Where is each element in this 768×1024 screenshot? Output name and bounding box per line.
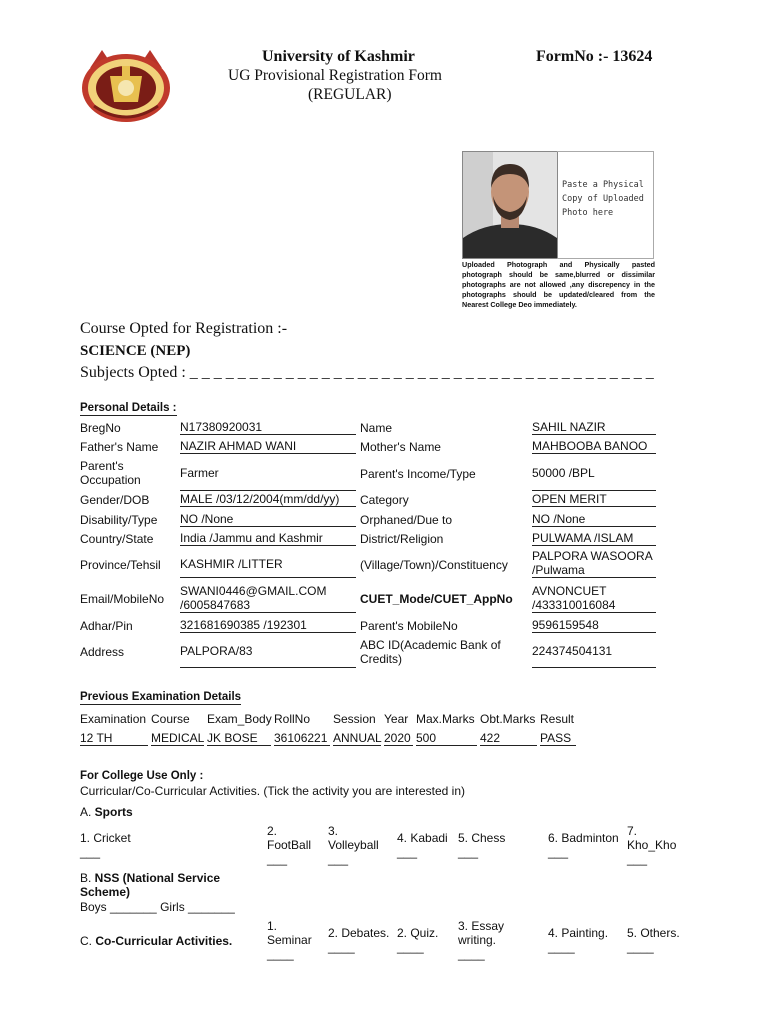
abc-value: 224374504131 [532, 644, 656, 668]
sport-kabadi-blank: ___ [397, 845, 418, 859]
cocurricular-heading [80, 934, 232, 948]
exam-cell-rollno: 36106221 [274, 731, 330, 746]
parent-mobile-label: Parent's MobileNo [360, 619, 458, 633]
activity-quiz-blank: ____ [397, 940, 424, 954]
form-type: UG Provisional Registration Form [228, 67, 442, 84]
nss-prefix: B. [80, 871, 95, 885]
sport-cricket-blank: ___ [80, 845, 101, 859]
province-value: KASHMIR /LITTER [180, 557, 356, 578]
sport-chess-blank: ___ [458, 845, 479, 859]
sport-football [267, 824, 319, 866]
sport-football-label: 2. FootBall [267, 824, 312, 852]
sport-badminton-blank: ___ [548, 845, 569, 859]
exam-header-max-marks: Max.Marks [416, 712, 475, 726]
sports-heading [80, 805, 133, 819]
activity-painting [548, 926, 626, 954]
activity-seminar-blank: ____ [267, 947, 294, 961]
sport-volleyball-blank: ___ [328, 852, 349, 866]
email-value: SWANI0446@GMAIL.COM /6005847683 [180, 584, 356, 613]
sport-volleyball [328, 824, 388, 866]
country-label: Country/State [80, 532, 154, 546]
occupation-label: Parent's Occupation [80, 459, 141, 487]
abc-label: ABC ID(Academic Bank of Credits) [360, 638, 501, 666]
sport-cricket-label: 1. Cricket [80, 831, 131, 845]
activity-seminar-label: 1. Seminar [267, 919, 312, 947]
college-use-heading: For College Use Only : [80, 770, 204, 782]
activity-essay-blank: ____ [458, 947, 485, 961]
exam-cell-year: 2020 [384, 731, 413, 746]
activity-debates-label: 2. Debates. [328, 926, 390, 940]
exam-header-year: Year [384, 712, 409, 726]
activity-quiz-label: 2. Quiz. [397, 926, 439, 940]
personal-details-heading: Personal Details : [80, 402, 177, 414]
address-value: PALPORA/83 [180, 644, 356, 668]
parent-mobile-value: 9596159548 [532, 618, 656, 633]
name-label: Name [360, 421, 393, 435]
photo-caution: Uploaded Photograph and Physically pasted photograph should be same,blurred or dissimilar photographs are not allowed ,any discrepency in the photographs should be updated/cleared from the Nearest College Deo immediately. [462, 260, 655, 309]
sport-volleyball-label: 3. Volleyball [328, 824, 379, 852]
exam-header-rollno: RollNo [274, 712, 311, 726]
exam-heading: Previous Examination Details [80, 691, 242, 703]
uploaded-photo [462, 151, 558, 259]
form-regular: (REGULAR) [308, 86, 392, 103]
name-value: SAHIL NAZIR [532, 420, 656, 435]
exam-cell-course: MEDICAL [151, 731, 205, 745]
activity-seminar [267, 919, 321, 961]
exam-header-body: Exam_Body [207, 712, 272, 726]
disability-value: NO /None [180, 512, 356, 527]
activity-essay-label: 3. Essay writing. [458, 919, 505, 947]
sports-title: Sports [94, 805, 133, 819]
activity-others-blank: ____ [627, 940, 654, 954]
country-value: India /Jammu and Kashmir [180, 531, 356, 546]
activity-debates [328, 926, 394, 954]
gender-value: MALE /03/12/2004(mm/dd/yy) [180, 492, 356, 507]
nss-title: NSS (National Service Scheme) [80, 871, 221, 899]
form-number: FormNo :- 13624 [536, 48, 653, 65]
paste-photo-box [557, 151, 654, 259]
activity-others-label: 5. Others. [627, 926, 680, 940]
gender-label: Gender/DOB [80, 493, 150, 507]
exam-header-examination: Examination [80, 712, 147, 726]
exam-cell-result: PASS [540, 731, 576, 746]
village-label: (Village/Town)/Constituency [360, 558, 508, 572]
email-label: Email/MobileNo [80, 592, 165, 606]
sport-football-blank: ___ [267, 852, 288, 866]
income-value: 50000 /BPL [532, 466, 656, 491]
activity-painting-blank: ____ [548, 940, 575, 954]
occupation-value: Farmer [180, 466, 356, 491]
sport-badminton-label: 6. Badminton [548, 831, 619, 845]
sport-kho-kho [627, 824, 681, 866]
sport-badminton [548, 831, 626, 859]
exam-header-obt-marks: Obt.Marks [480, 712, 536, 726]
district-label: District/Religion [360, 532, 444, 546]
orphaned-label: Orphaned/Due to [360, 513, 453, 527]
sport-cricket [80, 831, 200, 859]
disability-label: Disability/Type [80, 513, 158, 527]
mother-label: Mother's Name [360, 440, 441, 454]
sport-chess [458, 831, 538, 859]
activity-others [627, 926, 693, 954]
activity-essay [458, 919, 522, 961]
exam-cell-session: ANNUAL [333, 731, 382, 745]
district-value: PULWAMA /ISLAM [532, 531, 656, 546]
exam-cell-body: JK BOSE [207, 731, 271, 746]
cocurricular-prefix: C. [80, 934, 96, 948]
province-label: Province/Tehsil [80, 558, 161, 572]
exam-header-session: Session [333, 712, 376, 726]
exam-cell-obt-marks: 422 [480, 731, 537, 746]
nss-boys-girls: Boys _______ Girls _______ [80, 900, 235, 914]
cuet-label: CUET_Mode/CUET_AppNo [360, 592, 513, 606]
activity-debates-blank: ____ [328, 940, 355, 954]
bregno-value: N17380920031 [180, 420, 356, 435]
exam-cell-examination: 12 TH [80, 731, 148, 746]
father-label: Father's Name [80, 440, 159, 454]
exam-header-course: Course [151, 712, 190, 726]
sport-chess-label: 5. Chess [458, 831, 506, 845]
category-label: Category [360, 493, 409, 507]
activities-instruction: Curricular/Co-Curricular Activities. (Tick the activity you are interested in) [80, 784, 466, 798]
adhar-label: Adhar/Pin [80, 619, 133, 633]
sport-kabadi [397, 831, 457, 859]
nss-heading [80, 871, 240, 899]
exam-cell-max-marks: 500 [416, 731, 477, 746]
paste-photo-note: Paste a Physical Copy of Uploaded Photo here [562, 180, 644, 218]
course-name: SCIENCE (NEP) [80, 343, 191, 359]
sports-prefix: A. [80, 805, 95, 819]
father-value: NAZIR AHMAD WANI [180, 439, 356, 454]
university-seal [80, 46, 172, 124]
village-value: PALPORA WASOORA /Pulwama [532, 549, 656, 578]
exam-header-result: Result [540, 712, 575, 726]
category-value: OPEN MERIT [532, 492, 656, 507]
income-label: Parent's Income/Type [360, 467, 476, 481]
sport-kho-kho-blank: ___ [627, 852, 648, 866]
cocurricular-title: Co-Curricular Activities. [95, 934, 233, 948]
university-title: University of Kashmir [262, 48, 415, 65]
course-label: Course Opted for Registration :- [80, 320, 288, 337]
mother-value: MAHBOOBA BANOO [532, 439, 656, 454]
activity-quiz [397, 926, 455, 954]
sport-kabadi-label: 4. Kabadi [397, 831, 448, 845]
cuet-value: AVNONCUET /433310016084 [532, 584, 656, 613]
address-label: Address [80, 645, 125, 659]
subjects-opted: Subjects Opted : _ _ _ _ _ _ _ _ _ _ _ _ _ _ _ _ _ _ _ _ _ _ _ _ _ _ _ _ _ _ _ _ _ _ _ _ _ _ _ [80, 364, 654, 381]
adhar-value: 321681690385 /192301 [180, 618, 356, 633]
activity-painting-label: 4. Painting. [548, 926, 609, 940]
bregno-label: BregNo [80, 421, 121, 435]
sport-kho-kho-label: 7. Kho_Kho [627, 824, 677, 852]
orphaned-value: NO /None [532, 512, 656, 527]
